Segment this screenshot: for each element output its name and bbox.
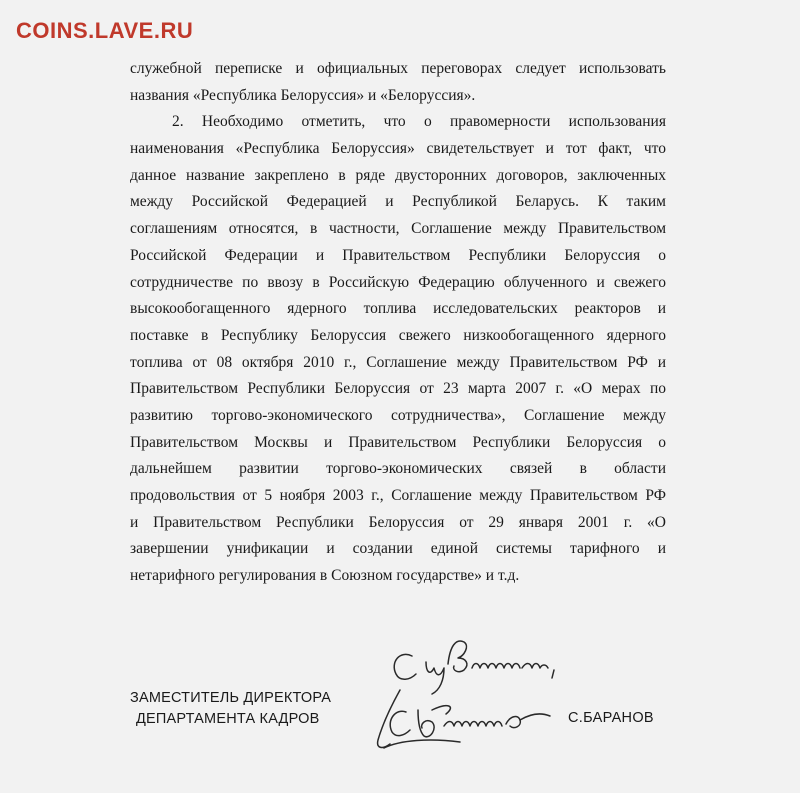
handwritten-signature xyxy=(360,628,570,758)
text-line: Правительством Москвы и Правительством Республики Белоруссия о xyxy=(130,433,666,451)
text-line: соглашениям относятся, в частности, Соглашение между Правительством xyxy=(130,220,666,238)
signatory-name: С.БАРАНОВ xyxy=(568,710,654,726)
signatory-title-line2: ДЕПАРТАМЕНТА КАДРОВ xyxy=(136,711,320,727)
text-line: продовольствия от 5 ноября 2003 г., Соглашение между Правительством РФ xyxy=(130,487,666,504)
text-line: дальнейшем развитии торгово-экономических связей в области xyxy=(130,460,666,478)
signatory-title-line1: ЗАМЕСТИТЕЛЬ ДИРЕКТОРА xyxy=(130,690,332,706)
text-line: Правительством Республики Белоруссия от 23 марта 2007 г. «О мерах по xyxy=(130,380,666,398)
text-line: наименования «Республика Белоруссия» свидетельствует и тот факт, что xyxy=(130,140,666,158)
text-line: служебной переписке и официальных переговорах следует использовать xyxy=(130,60,666,77)
watermark-logo[interactable]: COINS.LAVE.RU xyxy=(16,18,194,43)
text-line: нетарифного регулирования в Союзном государстве» и т.д. xyxy=(130,567,520,585)
signatory-title xyxy=(130,688,331,730)
text-line: развитию торгово-экономического сотрудничества», Соглашение между xyxy=(130,406,666,424)
text-line: данное название закреплено в ряде двусторонних договоров, заключенных xyxy=(130,166,666,184)
letter-body xyxy=(130,56,666,590)
text-line: сотрудничестве по ввозу в Российскую Федерацию облученного и свежего xyxy=(130,273,666,291)
text-line: высокообогащенного ядерного топлива исследовательских реакторов и xyxy=(130,300,666,318)
text-line: между Российской Федерацией и Республикой Беларусь. К таким xyxy=(130,193,666,211)
paragraph-start-line: 2. Необходимо отметить, что о правомерности использования xyxy=(172,113,666,131)
text-line: Российской Федерации и Правительством Республики Белоруссия о xyxy=(130,246,666,264)
text-line: поставке в Республику Белоруссия свежего низкообогащенного ядерного xyxy=(130,326,666,344)
text-line: завершении унификации и создании единой системы тарифного и xyxy=(130,540,666,558)
text-line: топлива от 08 октября 2010 г., Соглашение между Правительством РФ и xyxy=(130,353,666,371)
text-line: и Правительством Республики Белоруссия от 29 января 2001 г. «О xyxy=(130,513,666,531)
text-line: названия «Республика Белоруссия» и «Белоруссия». xyxy=(130,86,476,104)
